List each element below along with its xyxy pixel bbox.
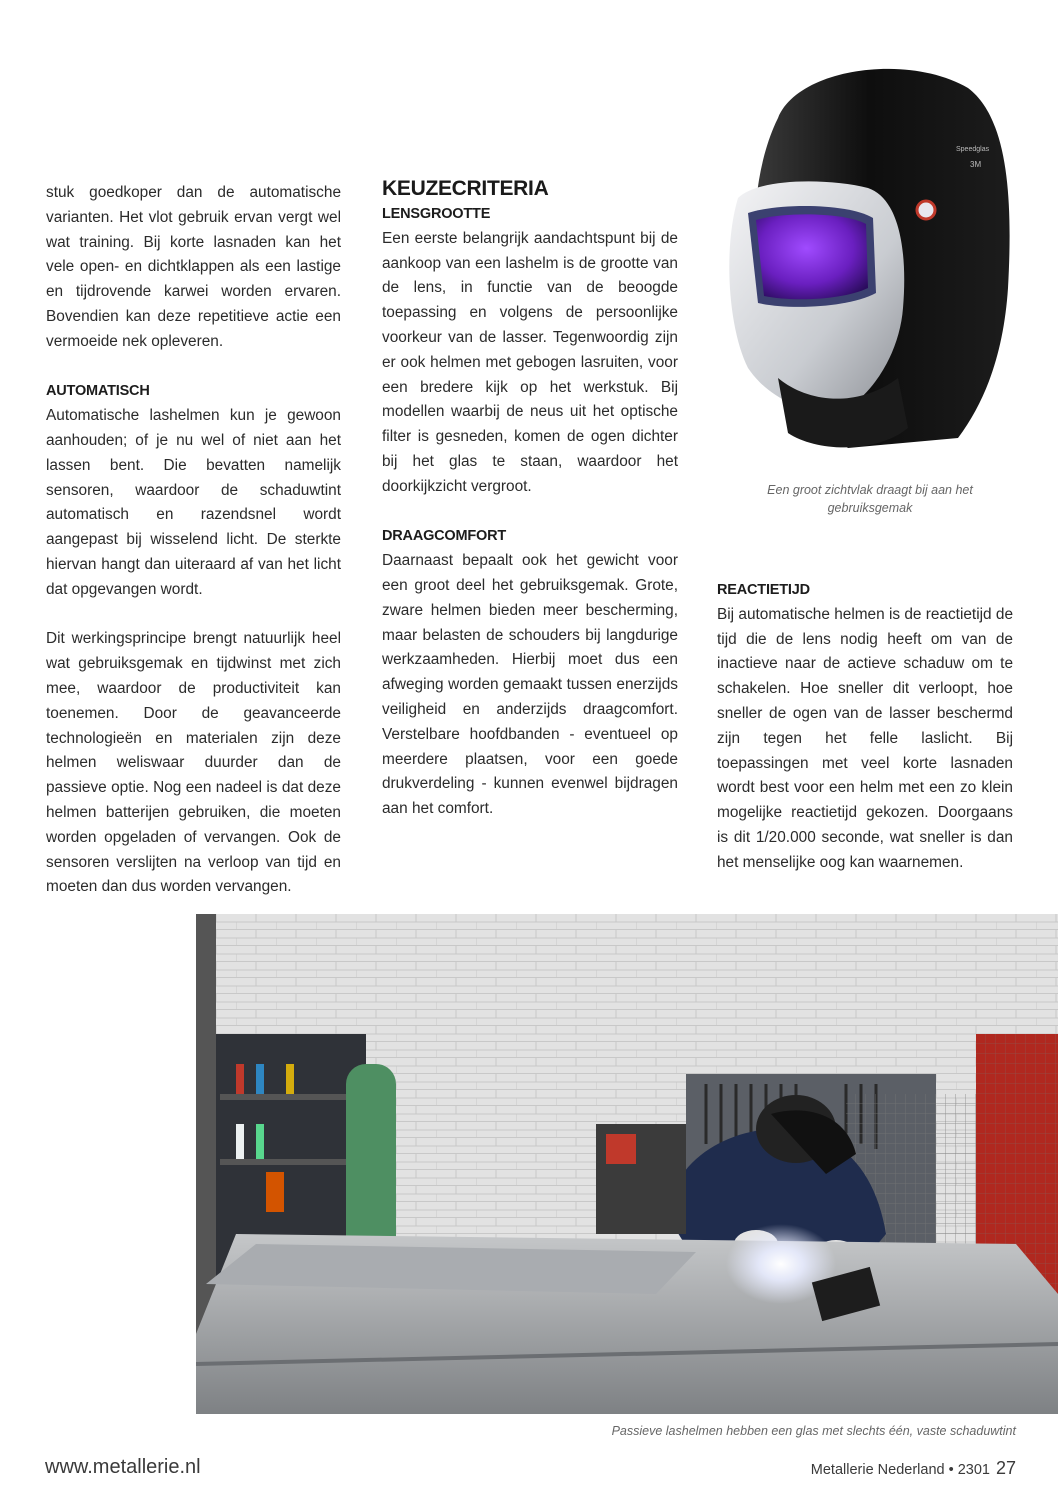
text-column-1 — [46, 181, 341, 900]
helmet-badge — [917, 201, 935, 219]
helmet-caption: Een groot zichtvlak draagt bij aan het gebruiksgemak — [767, 483, 973, 515]
paragraph: Daarnaast bepaalt ook het gewicht voor een groot deel het gebruiksgemak. Grote, zware helmen bieden meer bescherming, maar belasten de schouders bij langdurige werkzaamheden. Hierbij moet dus een afweging worden gemaakt tussen enerzijds veiligheid en anderzijds draagcomfort. Verstelbare hoofdbanden - eventueel op meerdere plaatsen, voor een goede drukverdeling - kunnen evenwel bijdragen aan het comfort. — [382, 552, 678, 818]
paragraph: Bij automatische helmen is de reactietijd de tijd die de lens nodig heeft om van de inactieve naar de actieve schaduw om te schakelen. Hoe sneller dit verloopt, hoe sneller de ogen van de lasser beschermd zijn tegen het felle laslicht. Bij toepassingen met veel korte lasnaden wordt best voor een helm met een zo klein mogelijke reactietijd gekozen. Doorgaans is dit 1/20.000 seconde, wat sneller is dan het menselijke oog kan waarnemen. — [717, 605, 1013, 871]
welding-helmet-image — [708, 48, 1028, 468]
footer-url[interactable]: www.metallerie.nl — [45, 1456, 201, 1478]
paragraph: Een eerste belangrijk aandachtspunt bij de aankoop van een lashelm is de grootte van de lens, in functie van de beoogde toepassing en volgens de persoonlijke voorkeur van de lasser. Tegenwoordig zijn er ook helmen met gebogen lasruiten, voor een bredere kijk op het werkstuk. Bij modellen waarbij de neus uit het optische filter is gesneden, komen de ogen dichter bij het glas te staan, waardoor het doorkijkzicht vergroot. — [382, 229, 678, 495]
helmet-lens — [756, 214, 868, 299]
paragraph: Dit werkingsprincipe brengt natuurlijk heel wat gebruiksgemak en tijdwinst met zich mee, waardoor de productiviteit kan toenemen. Door de geavanceerde technologieën en materialen zijn deze helmen weliswaar duurder dan de passieve optie. Nog een nadeel is dat deze helmen batterijen gebruiken, die moeten worden opgeladen of vervangen. Ook de sensoren verslijten na verloop van tijd en moeten dan dus worden vervangen. — [46, 630, 341, 896]
text-column-2 — [382, 176, 678, 822]
helmet-maker-text: 3M — [970, 160, 982, 169]
paragraph: Automatische lashelmen kun je gewoon aanhouden; of je nu wel of niet aan het lassen bent. Die bevatten namelijk sensoren, waardoor de schaduwtint automatisch en razendsnel wordt aangepast bij wisselend licht. De sterkte hiervan hangt dan uiteraard af van het licht dat opgevangen wordt. — [46, 407, 341, 598]
footer-publication — [811, 1458, 1016, 1479]
section-heading-keuzecriteria: KEUZECRITERIA — [382, 177, 549, 200]
page-number: 27 — [995, 1458, 1016, 1478]
subheading-reactietijd: REACTIETIJD — [717, 582, 810, 598]
paragraph: stuk goedkoper dan de automatische varianten. Het vlot gebruik ervan vergt wel wat training. Bij korte lasnaden kan het vele open- en dichtklappen als een lastige en tijdrovende karwei worden ervaren. Bovendien kan deze repetitieve actie een vermoeide nek opleveren. — [46, 184, 341, 350]
workshop-photo — [196, 914, 1058, 1414]
workshop-caption: Passieve lashelmen hebben een glas met slechts één, vaste schaduwtint — [611, 1424, 1016, 1438]
helmet-brand-text: Speedglas — [956, 146, 990, 153]
magazine-name: Metallerie Nederland • 2301 — [810, 1462, 990, 1478]
text-column-3 — [717, 578, 1013, 876]
subheading-lensgrootte: LENSGROOTTE — [382, 206, 491, 222]
subheading-automatisch: AUTOMATISCH — [46, 383, 150, 400]
subheading-draagcomfort: DRAAGCOMFORT — [382, 528, 507, 545]
